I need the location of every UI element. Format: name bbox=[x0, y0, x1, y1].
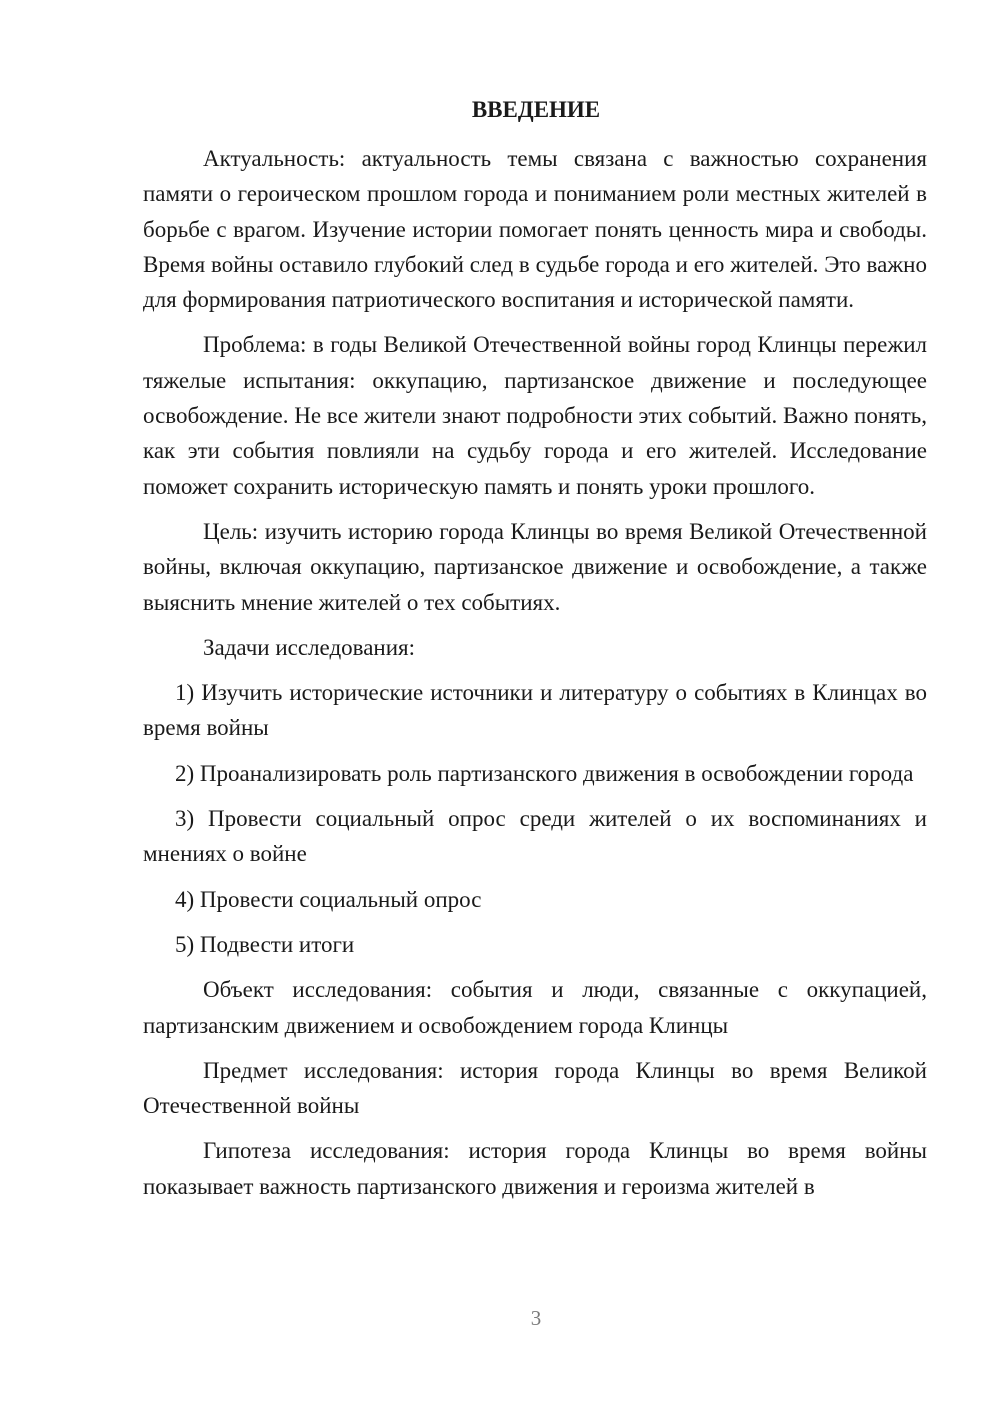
task-item: 3) Провести социальный опрос среди жителей о их воспоминаниях и мнениях о войне bbox=[143, 806, 927, 867]
task-item: 4) Провести социальный опрос bbox=[175, 886, 482, 912]
hypothesis-paragraph: Гипотеза исследования: история города Клинцы во время войны показывает важность партизанского движения и героизма жителей в bbox=[143, 1138, 927, 1199]
relevance-paragraph: Актуальность: актуальность темы связана с важностью сохранения памяти о героическом прошлом города и пониманием роли местных жителей в борьбе с врагом. Изучение истории помогает понять ценность мира и свободы. Время войны оставило глубокий след в судьбе города и его жителей. Это важно для формирования патриотического воспитания и исторической памяти. bbox=[143, 146, 927, 313]
section-title: ВВЕДЕНИЕ bbox=[471, 97, 601, 122]
page-number: 3 bbox=[530, 1306, 542, 1330]
goal-paragraph: Цель: изучить историю города Клинцы во время Великой Отечественной войны, включая оккупацию, партизанское движение и освобождение, а также выяснить мнение жителей о тех событиях. bbox=[143, 518, 927, 615]
task-item: 5) Подвести итоги bbox=[175, 931, 355, 957]
problem-paragraph: Проблема: в годы Великой Отечественной войны город Клинцы пережил тяжелые испытания: оккупацию, партизанское движение и последующее освобождение. Не все жители знают подробности этих событий. Важно понять, как эти события повлияли на судьбу города и его жителей. Исследование поможет сохранить историческую память и понять уроки прошлого. bbox=[143, 332, 928, 499]
task-item: 1) Изучить исторические источники и литературу о событиях в Клинцах во время войны bbox=[143, 680, 927, 741]
document-page bbox=[143, 92, 927, 1214]
subject-paragraph: Предмет исследования: история города Клинцы во время Великой Отечественной войны bbox=[143, 1057, 927, 1119]
tasks-heading: Задачи исследования: bbox=[203, 634, 416, 660]
object-paragraph: Объект исследования: события и люди, связанные с оккупацией, партизанским движением и освобождением города Клинцы bbox=[143, 977, 927, 1038]
task-item: 2) Проанализировать роль партизанского движения в освобождении города bbox=[175, 760, 914, 786]
